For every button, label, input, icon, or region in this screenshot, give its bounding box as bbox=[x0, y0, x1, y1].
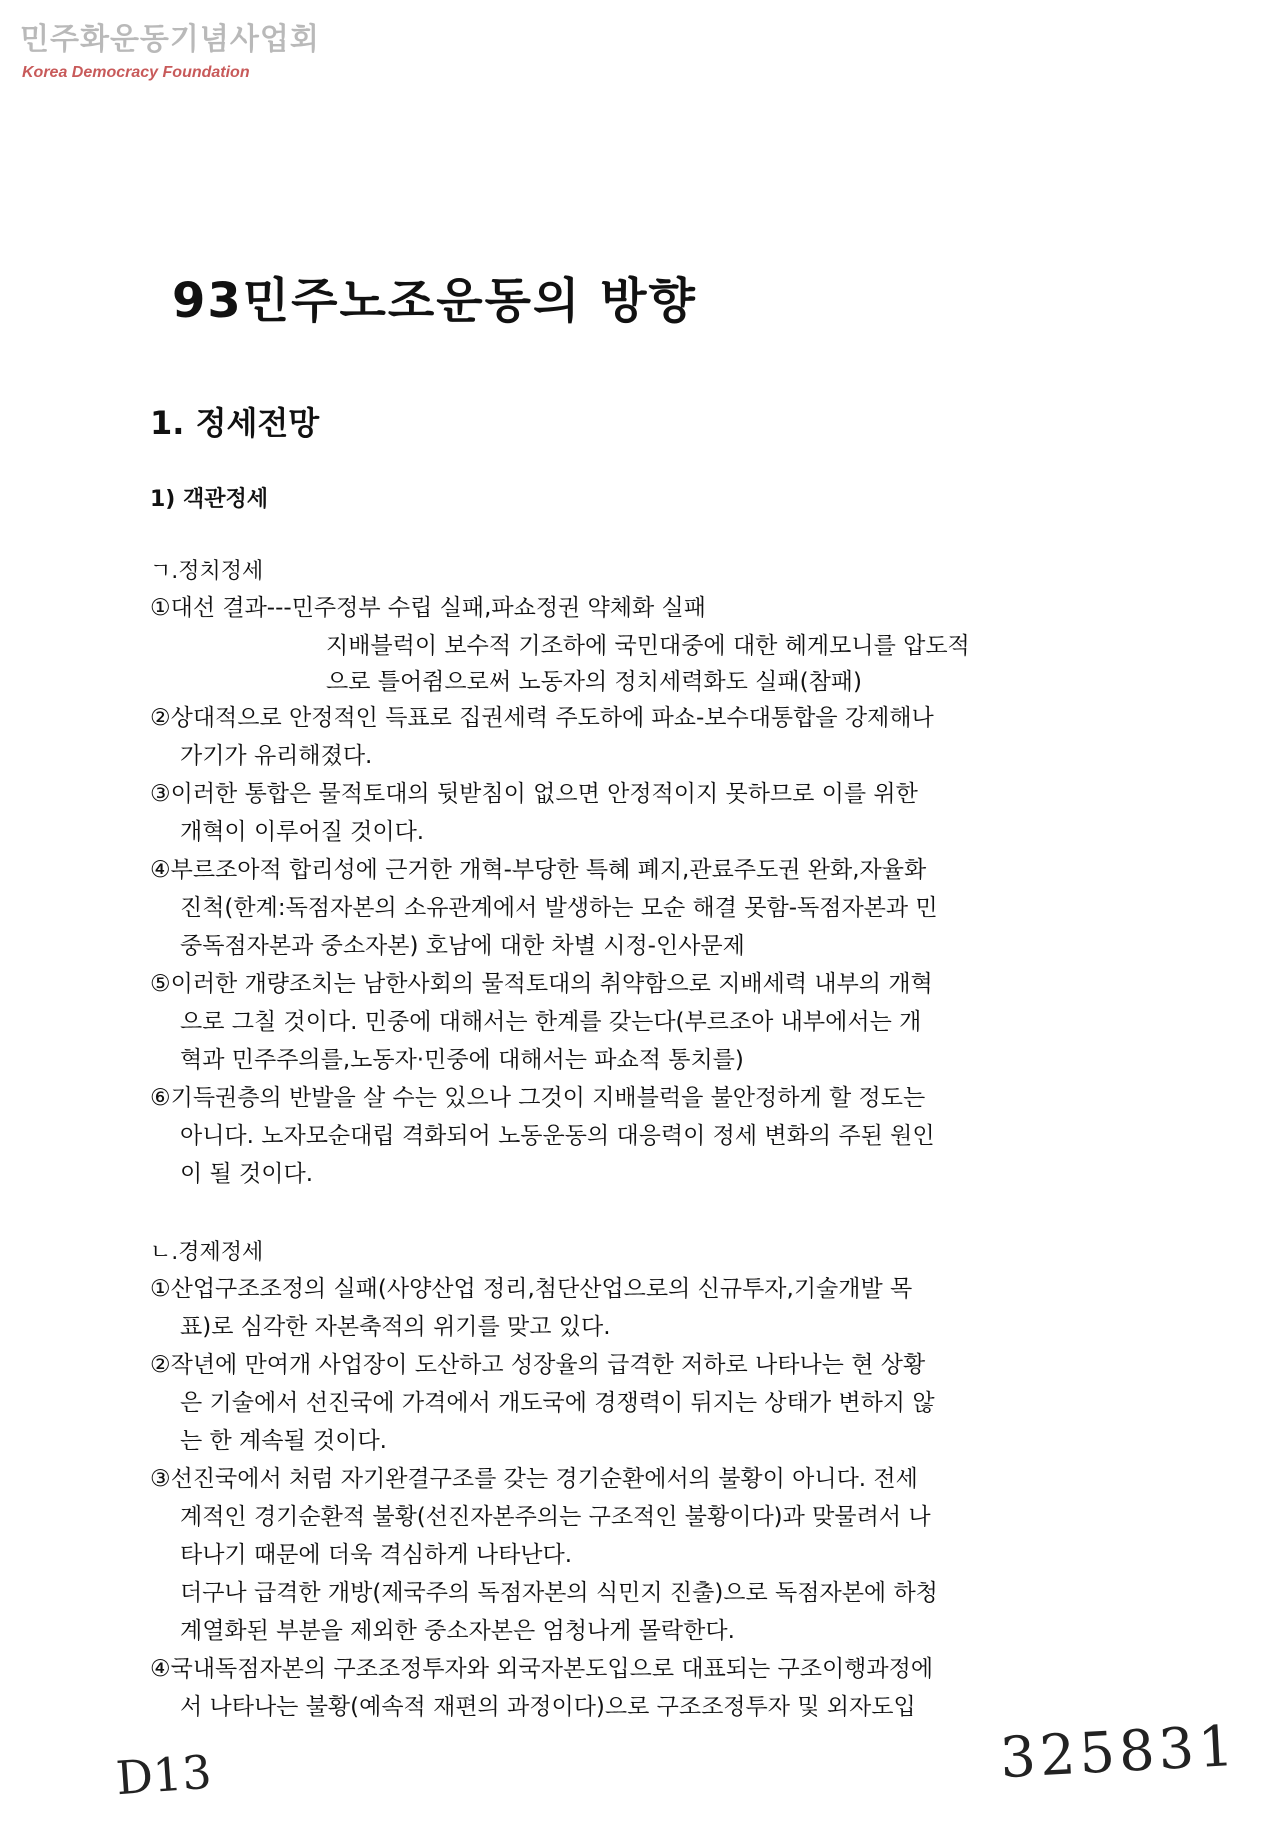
document-title: 93민주노조운동의 방향 bbox=[172, 273, 697, 329]
item-label: ②상대적으로 안정적인 득표로 집권세력 주도하에 파쇼-보수대통합을 강제해나 bbox=[150, 705, 934, 731]
subsection-heading: 1) 객관정세 bbox=[150, 487, 269, 512]
item-label: ③선진국에서 처럼 자기완결구조를 갖는 경기순환에서의 불황이 아니다. 전세 bbox=[150, 1466, 918, 1492]
item-label: ①대선 결과---민주정부 수립 실패,파쇼정권 약체화 실패 bbox=[150, 595, 706, 621]
item-continuation: 이 될 것이다. bbox=[180, 1161, 314, 1187]
section-heading: 1. 정세전망 bbox=[150, 404, 320, 442]
item-continuation: 아니다. 노자모순대립 격화되어 노동운동의 대응력이 정세 변화의 주된 원인 bbox=[180, 1123, 935, 1149]
economy-block bbox=[150, 1235, 1150, 1727]
item-continuation: 개혁이 이루어질 것이다. bbox=[180, 819, 425, 845]
item-continuation: 으로 그칠 것이다. 민중에 대해서는 한계를 갖는다(부르조아 내부에서는 개 bbox=[180, 1009, 922, 1035]
item-continuation: 혁과 민주주의를,노동자·민중에 대해서는 파쇼적 통치를) bbox=[180, 1047, 744, 1073]
handwritten-archive-number: 325831 bbox=[998, 1713, 1240, 1792]
list-item bbox=[150, 1651, 1150, 1725]
list-item bbox=[150, 966, 1150, 1078]
item-label: ①산업구조조정의 실패(사양산업 정리,첨단산업으로의 신규투자,기술개발 목 bbox=[150, 1276, 913, 1302]
list-item bbox=[150, 590, 1150, 700]
politics-block bbox=[150, 554, 1150, 1194]
item-continuation: 는 한 계속될 것이다. bbox=[180, 1428, 387, 1454]
item-continuation: 계적인 경기순환적 불황(선진자본주의는 구조적인 불황이다)과 맞물려서 나 bbox=[180, 1504, 931, 1530]
economy-heading: ㄴ.경제정세 bbox=[150, 1240, 264, 1265]
item-continuation: 서 나타나는 불황(예속적 재편의 과정이다)으로 구조조정투자 및 외자도입 bbox=[180, 1694, 916, 1720]
item-continuation: 더구나 급격한 개방(제국주의 독점자본의 식민지 진출)으로 독점자본에 하청 bbox=[180, 1580, 938, 1606]
item-label: ④국내독점자본의 구조조정투자와 외국자본도입으로 대표되는 구조이행과정에 bbox=[150, 1656, 934, 1682]
item-continuation: 계열화된 부분을 제외한 중소자본은 엄청나게 몰락한다. bbox=[180, 1618, 735, 1644]
item-continuation: 으로 틀어쥠으로써 노동자의 정치세력화도 실패(참패) bbox=[326, 669, 862, 695]
org-logo-english: Korea Democracy Foundation bbox=[22, 64, 250, 81]
item-label: ②작년에 만여개 사업장이 도산하고 성장율의 급격한 저하로 나타나는 현 상황 bbox=[150, 1352, 926, 1378]
list-item bbox=[150, 1347, 1150, 1459]
item-continuation: 타나기 때문에 더욱 격심하게 나타난다. bbox=[180, 1542, 573, 1568]
item-continuation: 진척(한계:독점자본의 소유관계에서 발생하는 모순 해결 못함-독점자본과 민 bbox=[180, 895, 938, 921]
handwritten-page-code: D13 bbox=[114, 1744, 214, 1806]
item-label: ⑤이러한 개량조치는 남한사회의 물적토대의 취약함으로 지배세력 내부의 개혁 bbox=[150, 971, 933, 997]
list-item bbox=[150, 1461, 1150, 1649]
list-item bbox=[150, 700, 1150, 774]
list-item bbox=[150, 852, 1150, 964]
org-logo-korean: 민주화운동기념사업회 bbox=[20, 22, 320, 57]
politics-heading: ㄱ.정치정세 bbox=[150, 559, 264, 584]
list-item bbox=[150, 1080, 1150, 1192]
item-continuation: 표)로 심각한 자본축적의 위기를 맞고 있다. bbox=[180, 1314, 611, 1340]
item-continuation: 가기가 유리해졌다. bbox=[180, 743, 373, 769]
item-continuation: 지배블럭이 보수적 기조하에 국민대중에 대한 헤게모니를 압도적 bbox=[326, 633, 970, 659]
list-item bbox=[150, 776, 1150, 850]
item-continuation: 중독점자본과 중소자본) 호남에 대한 차별 시정-인사문제 bbox=[180, 933, 745, 959]
item-label: ③이러한 통합은 물적토대의 뒷받침이 없으면 안정적이지 못하므로 이를 위한 bbox=[150, 781, 918, 807]
item-label: ④부르조아적 합리성에 근거한 개혁-부당한 특혜 폐지,관료주도권 완화,자율화 bbox=[150, 857, 927, 883]
item-continuation: 은 기술에서 선진국에 가격에서 개도국에 경쟁력이 뒤지는 상태가 변하지 않 bbox=[180, 1390, 935, 1416]
item-label: ⑥기득권층의 반발을 살 수는 있으나 그것이 지배블럭을 불안정하게 할 정도는 bbox=[150, 1085, 926, 1111]
list-item bbox=[150, 1271, 1150, 1345]
